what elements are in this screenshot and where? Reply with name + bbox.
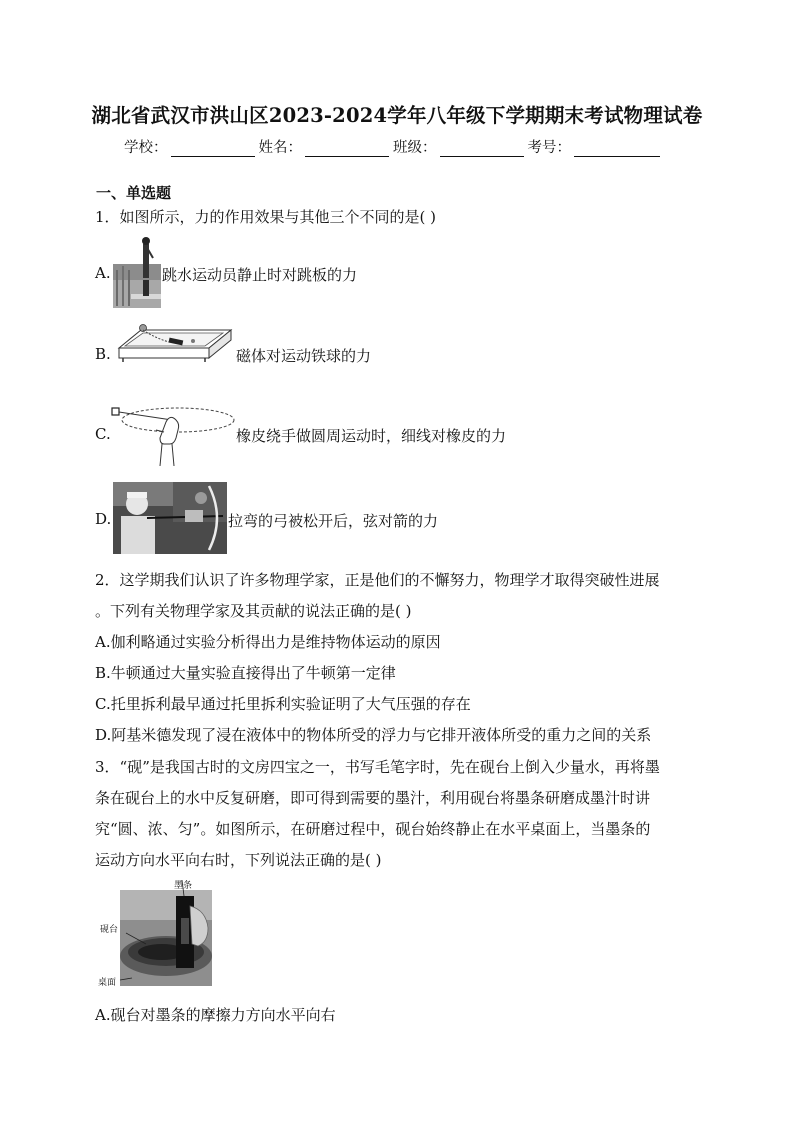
page-title: 湖北省武汉市洪山区2023-2024学年八年级下学期期末考试物理试卷 (91, 104, 703, 127)
figure-label-inkstone: 砚台 (100, 925, 119, 935)
school-label: 学校： (124, 140, 168, 156)
diver-on-springboard-image (113, 236, 161, 308)
class-blank (440, 142, 524, 157)
question-3-stem-line-4: 运动方向水平向右时，下列说法正确的是( ) (95, 851, 382, 869)
name-blank (305, 142, 389, 157)
q1-option-d-text: 拉弯的弓被松开后，弦对箭的力 (228, 512, 439, 530)
q1-option-a-text: 跳水运动员静止时对跳板的力 (162, 266, 358, 284)
figure-label-desktop: 桌面 (98, 978, 117, 988)
q1-option-c-label: C. (95, 425, 111, 443)
exam-number-blank (574, 142, 660, 157)
q1-option-d-label: D. (95, 510, 112, 528)
q1-option-b-label: B. (95, 345, 111, 363)
class-label: 班级： (393, 140, 437, 156)
q1-option-c-text: 橡皮绕手做圆周运动时，细线对橡皮的力 (236, 427, 507, 445)
student-info-row (124, 136, 664, 157)
question-3-stem-line-3: 究“圆、浓、匀”。如图所示，在研磨过程中，砚台始终静止在水平桌面上，当墨条的 (95, 820, 651, 838)
question-3-stem-line-2: 条在砚台上的水中反复研磨，即可得到需要的墨汁，利用砚台将墨条研磨成墨汁时讲 (95, 789, 651, 807)
name-label: 姓名： (258, 140, 302, 156)
question-2-stem-line-2: 。下列有关物理学家及其贡献的说法正确的是( ) (95, 602, 412, 620)
question-2-stem-line-1: 2．这学期我们认识了许多物理学家，正是他们的不懈努力，物理学才取得突破性进展 (95, 571, 660, 589)
magnet-and-steel-ball-image (113, 320, 233, 362)
q2-option-d: D.阿基米德发现了浸在液体中的物体所受的浮力与它排开液体所受的重力之间的关系 (95, 726, 652, 744)
q2-option-a: A.伽利略通过实验分析得出力是维持物体运动的原因 (95, 633, 441, 651)
question-3-stem-line-1: 3．“砚”是我国古时的文房四宝之一，书写毛笔字时，先在砚台上倒入少量水，再将墨 (95, 758, 660, 776)
q2-option-c: C.托里拆利最早通过托里拆利实验证明了大气压强的存在 (95, 695, 471, 713)
exam-number-label: 考号： (527, 140, 571, 156)
q1-option-a-label: A. (95, 264, 111, 282)
archer-with-bow-image (113, 482, 227, 554)
section-heading: 一、单选题 (96, 184, 172, 202)
school-blank (171, 142, 255, 157)
figure-label-ink-stick: 墨条 (174, 881, 193, 891)
q3-option-a: A.砚台对墨条的摩擦力方向水平向右 (95, 1006, 336, 1024)
eraser-circular-motion-image (110, 402, 236, 468)
q1-option-b-text: 磁体对运动铁球的力 (236, 347, 372, 365)
q2-option-b: B.牛顿通过大量实验直接得出了牛顿第一定律 (95, 664, 396, 682)
question-1-stem: 1．如图所示，力的作用效果与其他三个不同的是( ) (95, 208, 437, 226)
